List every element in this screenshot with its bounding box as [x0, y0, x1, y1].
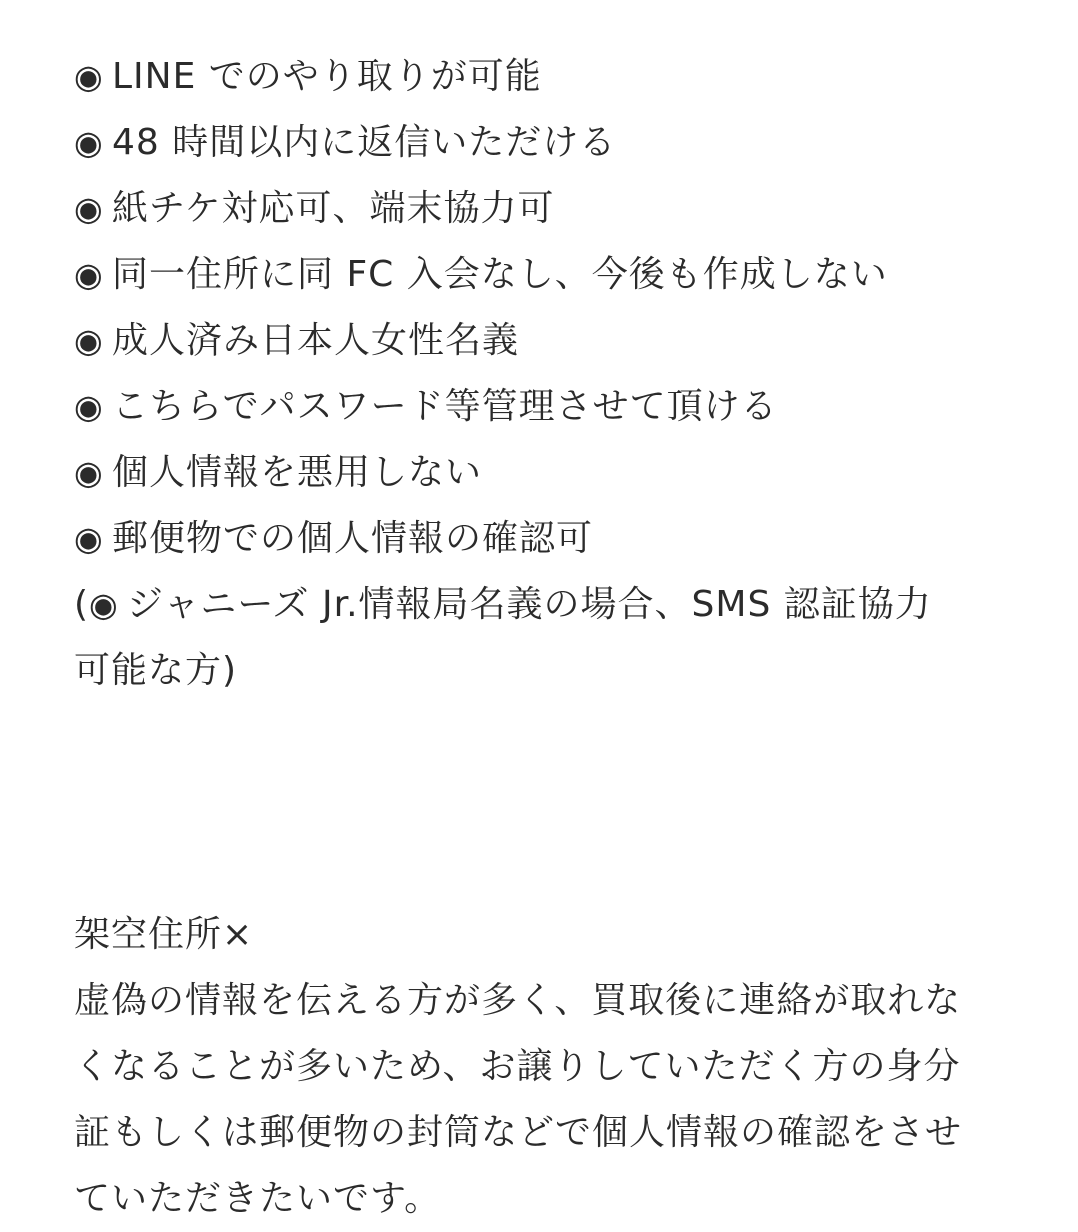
- requirement-item: [74, 44, 1034, 110]
- spacer: [74, 704, 1034, 902]
- bullet-icon: ◉: [74, 189, 104, 228]
- requirement-text: LINE でのやり取りが可能: [112, 56, 542, 97]
- requirement-text: 同一住所に同 FC 入会なし、今後も作成しない: [112, 254, 888, 295]
- bullet-icon: ◉: [89, 585, 119, 624]
- requirement-item: [74, 374, 1034, 440]
- requirement-item: [74, 506, 1034, 572]
- paragraph-line: 虚偽の情報を伝える方が多く、買取後に連絡が取れな: [74, 980, 962, 1021]
- requirement-text: 紙チケ対応可、端末協力可: [112, 188, 555, 229]
- bullet-icon: ◉: [74, 123, 104, 162]
- requirement-item: [74, 110, 1034, 176]
- document-body: [74, 44, 1034, 1232]
- bullet-icon: ◉: [74, 387, 104, 426]
- paragraph-line: 証もしくは郵便物の封筒などで個人情報の確認をさせ: [74, 1112, 963, 1153]
- requirement-text: 48 時間以内に返信いただける: [112, 122, 617, 163]
- requirement-text: こちらでパスワード等管理させて頂ける: [112, 386, 778, 427]
- note-text: ジャニーズ Jr.情報局名義の場合、SMS 認証協力: [127, 584, 932, 625]
- requirement-item: [74, 308, 1034, 374]
- paragraph-line: くなることが多いため、お譲りしていただく方の身分: [74, 1046, 961, 1087]
- requirement-text: 郵便物での個人情報の確認可: [112, 518, 594, 559]
- requirement-item: [74, 176, 1034, 242]
- bullet-icon: ◉: [74, 57, 104, 96]
- note-open-paren: (: [74, 584, 90, 625]
- bullet-icon: ◉: [74, 255, 104, 294]
- requirement-item: [74, 242, 1034, 308]
- bullet-icon: ◉: [74, 519, 104, 558]
- requirements-list: [74, 44, 1034, 704]
- requirement-text: 個人情報を悪用しない: [112, 452, 483, 493]
- note-line-2: 可能な方): [74, 650, 238, 691]
- fake-address-section: [74, 902, 1034, 1232]
- note-line-1: [74, 572, 1034, 638]
- paragraph-line: ていただきたいです。: [74, 1178, 442, 1219]
- fake-address-heading: 架空住所×: [74, 914, 254, 955]
- requirement-text: 成人済み日本人女性名義: [112, 320, 520, 361]
- requirement-item: [74, 440, 1034, 506]
- bullet-icon: ◉: [74, 453, 104, 492]
- bullet-icon: ◉: [74, 321, 104, 360]
